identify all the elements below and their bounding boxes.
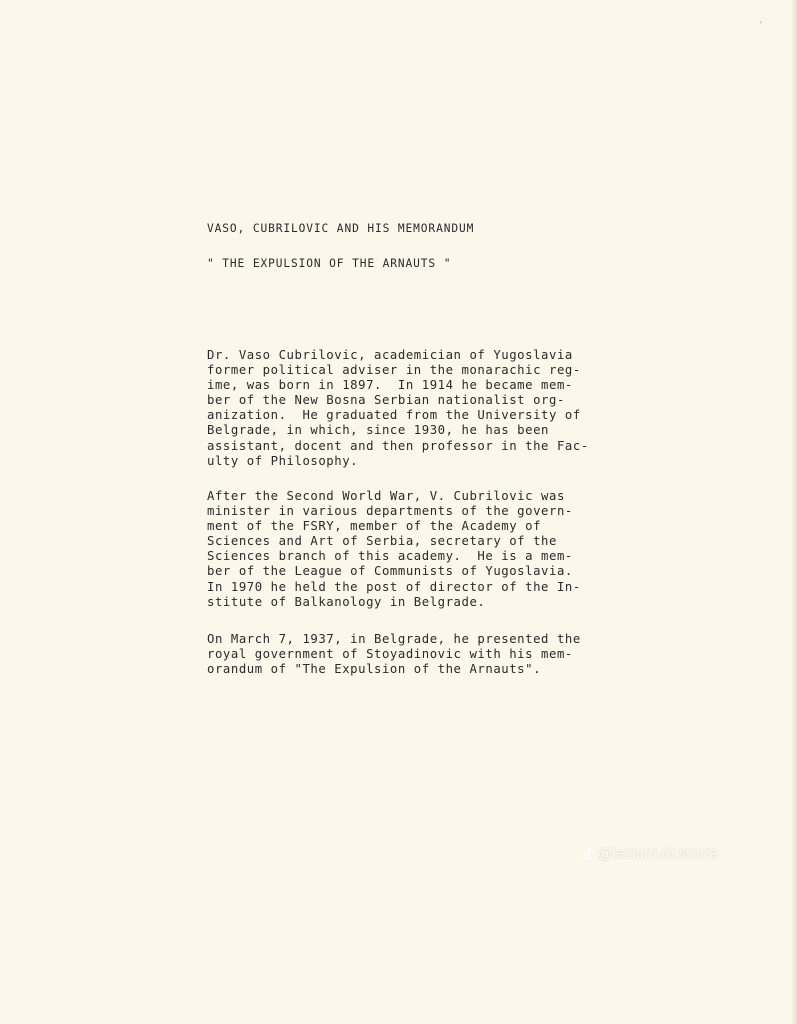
text-line: royal government of Stoyadinovic with his mem- [207,647,573,662]
text-line: ber of the League of Communists of Yugoslavia. [207,564,573,579]
text-line: orandum of "The Expulsion of the Arnauts". [207,662,542,677]
text-line: former political adviser in the monarachic reg- [207,363,581,378]
text-line: anization. He graduated from the University of [207,408,581,423]
watermark-handle: @lezioni.di.storia [598,846,719,862]
text-line: On March 7, 1937, in Belgrade, he presented the [207,632,581,646]
watermark [582,846,718,862]
text-line: ime, was born in 1897. In 1914 he became mem- [207,378,573,393]
corner-mark: ' [758,20,765,31]
paragraph-career [207,489,677,610]
text-line: In 1970 he held the post of director of the In- [207,579,581,594]
text-line: Belgrade, in which, since 1930, he has been [207,423,549,438]
paragraph-biography [207,348,677,469]
document-title: VASO, CUBRILOVIC AND HIS MEMORANDUM [207,222,475,235]
text-line: ber of the New Bosna Serbian nationalist org- [207,393,565,408]
text-line: minister in various departments of the govern- [207,504,573,519]
text-line: ment of the FSRY, member of the Academy of [207,519,542,534]
text-line: Dr. Vaso Cubrilovic, academician of Yugoslavia [207,348,573,362]
text-line: ulty of Philosophy. [207,453,359,468]
text-line: Sciences and Art of Serbia, secretary of the [207,534,557,549]
tiktok-icon [582,847,595,862]
text-line: After the Second World War, V. Cubrilovic was [207,489,565,503]
paragraph-memorandum [207,632,677,677]
text-line: stitute of Balkanology in Belgrade. [207,594,486,609]
document-subtitle: " THE EXPULSION OF THE ARNAUTS " [207,257,452,270]
text-line: Sciences branch of this academy. He is a mem- [207,549,573,564]
text-line: assistant, docent and then professor in the Fac- [207,438,589,453]
